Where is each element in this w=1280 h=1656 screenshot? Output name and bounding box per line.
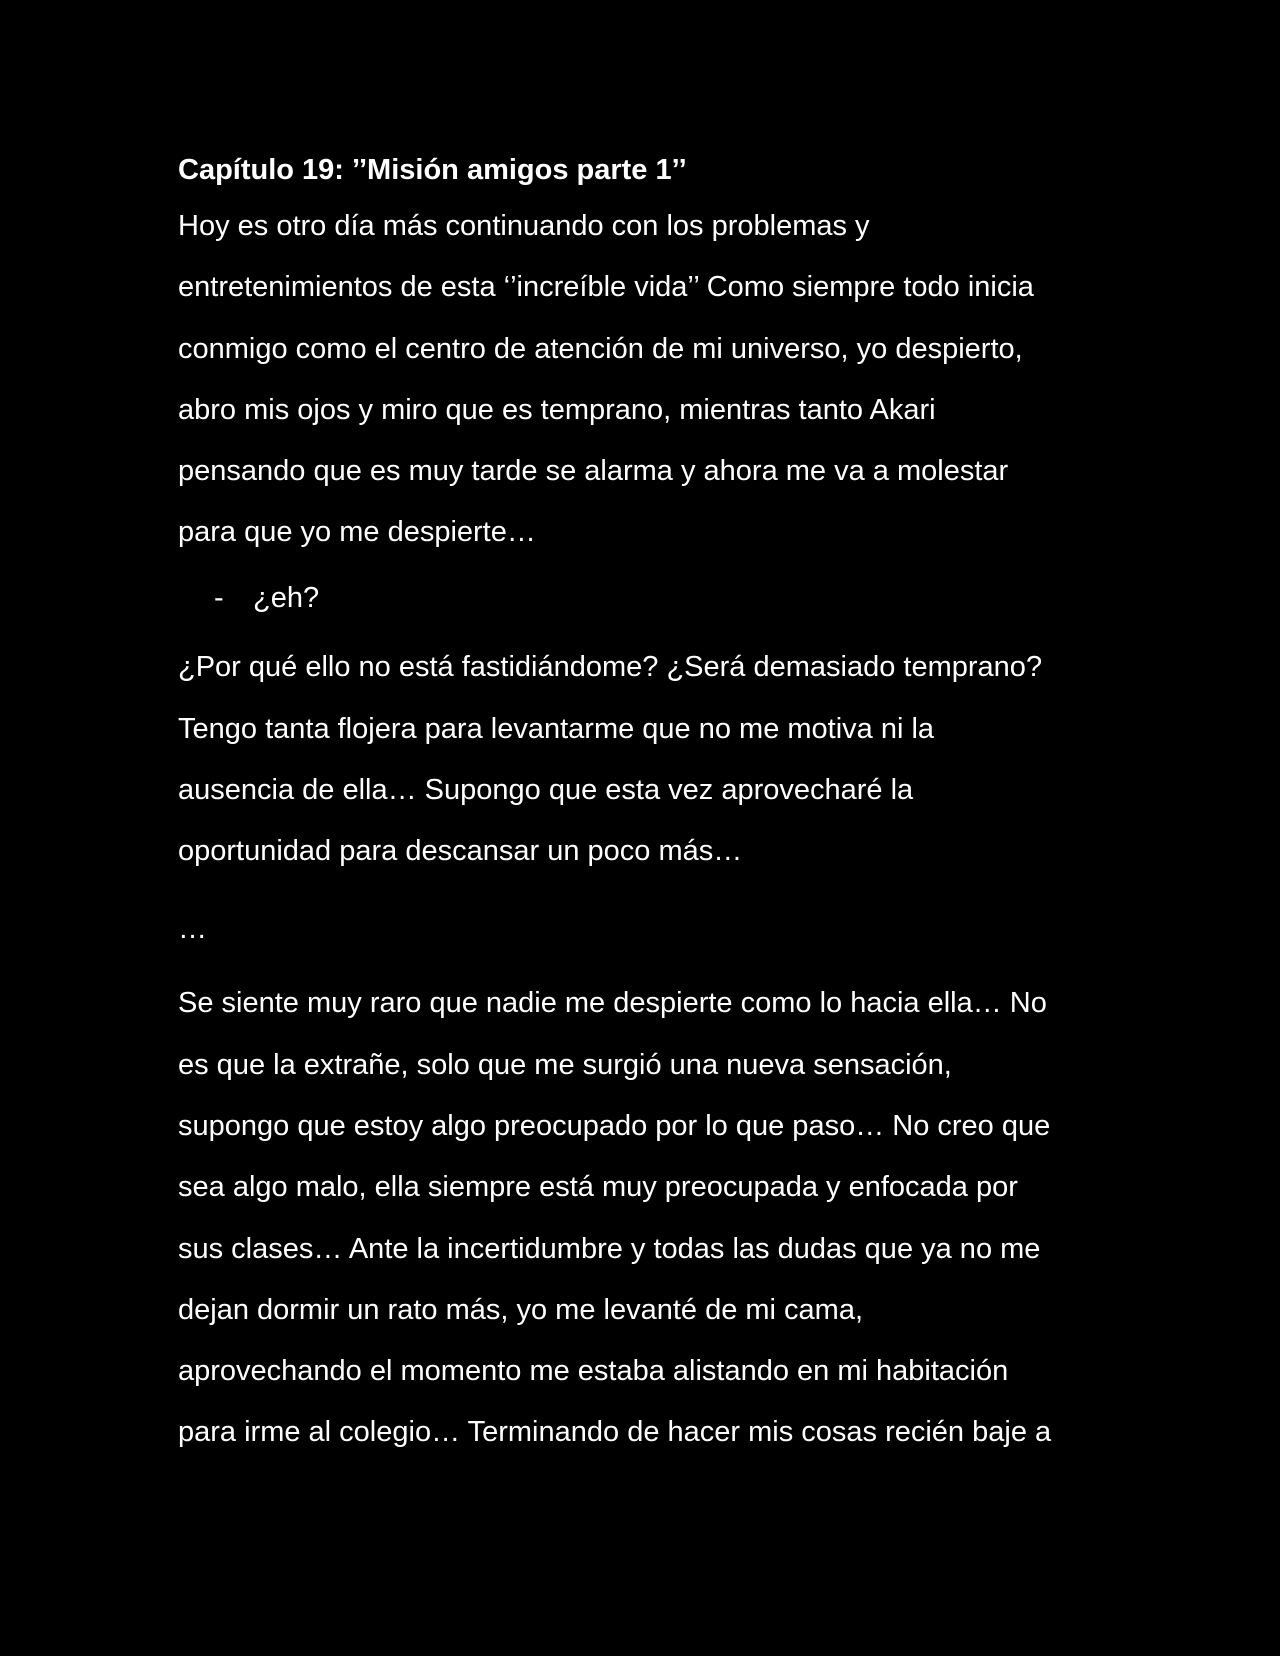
chapter-title: Capítulo 19: ’’Misión amigos parte 1’’ (178, 154, 687, 186)
text-line: aprovechando el momento me estaba alistando en mi habitación (178, 1355, 1009, 1388)
dialog-text: ¿eh? (253, 582, 320, 615)
text-line: Hoy es otro día más continuando con los problemas y (178, 210, 870, 242)
dialog-dash: - (214, 582, 224, 615)
scene-break-ellipsis: … (178, 913, 207, 946)
text-line: ¿Por qué ello no está fastidiándome? ¿Será demasiado temprano? (178, 651, 1043, 684)
text-line: sus clases… Ante la incertidumbre y todas las dudas que ya no me (178, 1232, 1041, 1265)
paragraph-2 (178, 647, 1118, 871)
text-line: sea algo malo, ella siempre está muy preocupada y enfocada por (178, 1171, 1018, 1204)
text-line: Se siente muy raro que nadie me despierte como lo hacia ella… No (178, 987, 1047, 1020)
text-line: oportunidad para descansar un poco más… (178, 835, 743, 868)
text-line: abro mis ojos y miro que es temprano, mientras tanto Akari (178, 393, 936, 426)
text-line: conmigo como el centro de atención de mi universo, yo despierto, (178, 332, 1023, 365)
text-line: ausencia de ella… Supongo que esta vez aprovecharé la (178, 774, 914, 807)
paragraph-3 (178, 983, 1118, 1452)
dialog-line (178, 578, 1118, 618)
text-line: pensando que es muy tarde se alarma y ahora me va a molestar (178, 455, 1009, 488)
text-line: Tengo tanta flojera para levantarme que no me motiva ni la (178, 712, 935, 745)
document-page (178, 150, 1118, 1452)
text-line: dejan dormir un rato más, yo me levanté de mi cama, (178, 1293, 864, 1326)
text-line: supongo que estoy algo preocupado por lo que paso… No creo que (178, 1109, 1051, 1142)
text-line: para irme al colegio… Terminando de hacer mis cosas recién baje a (178, 1416, 1052, 1449)
text-line: para que yo me despierte… (178, 516, 536, 549)
text-line: es que la extrañe, solo que me surgió una nueva sensación, (178, 1048, 952, 1081)
paragraph-1 (178, 206, 1118, 552)
text-line: entretenimientos de esta ‘’increíble vida’’ Como siempre todo inicia (178, 271, 1034, 304)
